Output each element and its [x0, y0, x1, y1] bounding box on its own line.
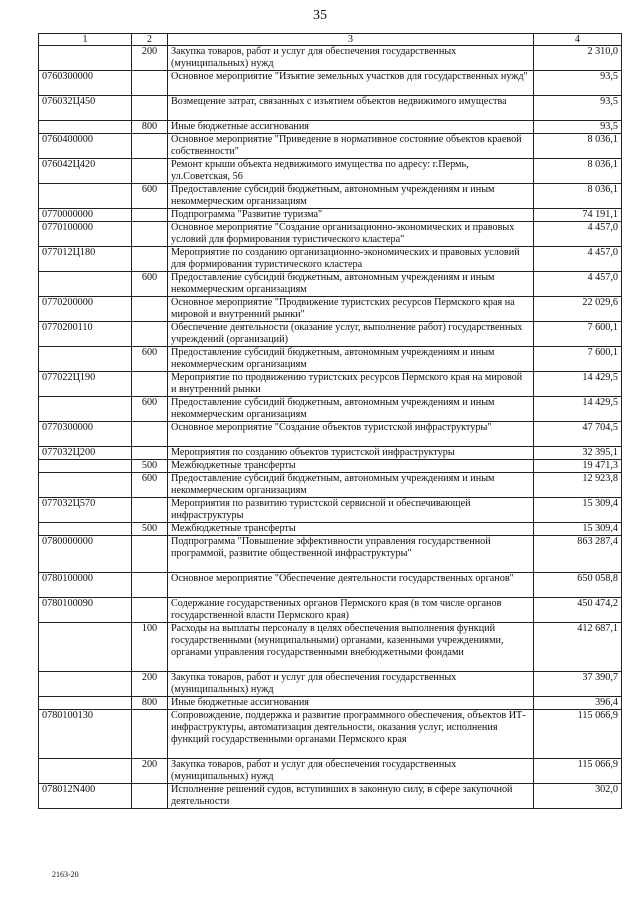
item-description: Основное мероприятие "Приведение в нормативное состояние объектов краевой собственности" — [168, 134, 534, 159]
amount-value: 47 704,5 — [534, 422, 622, 447]
target-item-code — [39, 272, 132, 297]
target-item-code — [39, 121, 132, 134]
table-body — [39, 46, 622, 809]
table-row — [39, 598, 622, 623]
amount-value: 115 066,9 — [534, 759, 622, 784]
column-header-expense-type: 2 — [132, 34, 168, 46]
amount-value: 15 309,4 — [534, 523, 622, 536]
table-row — [39, 710, 622, 759]
expense-type-code — [132, 598, 168, 623]
amount-value: 93,5 — [534, 96, 622, 121]
target-item-code: 0770100000 — [39, 222, 132, 247]
expense-type-code — [132, 536, 168, 573]
table-row — [39, 134, 622, 159]
expense-type-code — [132, 159, 168, 184]
item-description: Мероприятие по продвижению туристских ресурсов Пермского края на мировой и внутренний рынки — [168, 372, 534, 397]
item-description: Основное мероприятие "Изъятие земельных участков для государственных нужд" — [168, 71, 534, 96]
expense-type-code — [132, 498, 168, 523]
expense-type-code: 200 — [132, 672, 168, 697]
table-row — [39, 184, 622, 209]
item-description: Иные бюджетные ассигнования — [168, 121, 534, 134]
target-item-code: 0770000000 — [39, 209, 132, 222]
target-item-code: 0760300000 — [39, 71, 132, 96]
column-header-code: 1 — [39, 34, 132, 46]
amount-value: 412 687,1 — [534, 623, 622, 672]
expense-type-code — [132, 297, 168, 322]
target-item-code: 076032Ц450 — [39, 96, 132, 121]
table-row — [39, 784, 622, 809]
table-row — [39, 297, 622, 322]
table-row — [39, 96, 622, 121]
table-row — [39, 460, 622, 473]
target-item-code — [39, 623, 132, 672]
table-row — [39, 272, 622, 297]
amount-value: 8 036,1 — [534, 134, 622, 159]
table-row — [39, 536, 622, 573]
table-row — [39, 222, 622, 247]
item-description: Предоставление субсидий бюджетным, автономным учреждениям и иным некоммерческим организациям — [168, 184, 534, 209]
amount-value: 12 923,8 — [534, 473, 622, 498]
amount-value: 19 471,3 — [534, 460, 622, 473]
item-description: Межбюджетные трансферты — [168, 460, 534, 473]
item-description: Предоставление субсидий бюджетным, автономным учреждениям и иным некоммерческим организациям — [168, 347, 534, 372]
expense-type-code — [132, 422, 168, 447]
amount-value: 115 066,9 — [534, 710, 622, 759]
amount-value: 650 058,8 — [534, 573, 622, 598]
target-item-code: 077022Ц190 — [39, 372, 132, 397]
amount-value: 302,0 — [534, 784, 622, 809]
item-description: Предоставление субсидий бюджетным, автономным учреждениям и иным некоммерческим организациям — [168, 473, 534, 498]
expense-type-code — [132, 247, 168, 272]
expense-type-code: 200 — [132, 46, 168, 71]
item-description: Сопровождение, поддержка и развитие программного обеспечения, объектов ИТ-инфраструктуры, автоматизация деятельности, оказания услуг, исполнения функций государственными органами Пермского края — [168, 710, 534, 759]
table-row — [39, 397, 622, 422]
target-item-code — [39, 473, 132, 498]
amount-value: 8 036,1 — [534, 184, 622, 209]
item-description: Ремонт крыши объекта недвижимого имущества по адресу: г.Пермь, ул.Советская, 56 — [168, 159, 534, 184]
target-item-code: 078012N400 — [39, 784, 132, 809]
table-row — [39, 322, 622, 347]
table-row — [39, 209, 622, 222]
target-item-code — [39, 759, 132, 784]
item-description: Закупка товаров, работ и услуг для обеспечения государственных (муниципальных) нужд — [168, 46, 534, 71]
item-description: Мероприятия по созданию объектов туристской инфраструктуры — [168, 447, 534, 460]
target-item-code — [39, 347, 132, 372]
expense-type-code — [132, 710, 168, 759]
item-description: Закупка товаров, работ и услуг для обеспечения государственных (муниципальных) нужд — [168, 759, 534, 784]
expense-type-code — [132, 372, 168, 397]
amount-value: 863 287,4 — [534, 536, 622, 573]
expense-type-code — [132, 573, 168, 598]
item-description: Основное мероприятие "Создание организационно-экономических и правовых условий для формирования туристического кластера" — [168, 222, 534, 247]
item-description: Межбюджетные трансферты — [168, 523, 534, 536]
item-description: Содержание государственных органов Пермского края (в том числе органов государственной власти Пермского края) — [168, 598, 534, 623]
target-item-code: 0760400000 — [39, 134, 132, 159]
expense-type-code — [132, 222, 168, 247]
target-item-code — [39, 184, 132, 209]
expense-type-code: 600 — [132, 347, 168, 372]
amount-value: 4 457,0 — [534, 247, 622, 272]
expense-type-code — [132, 447, 168, 460]
item-description: Подпрограмма "Повышение эффективности управления государственной программой, развитие общественной инфраструктуры" — [168, 536, 534, 573]
table-row — [39, 573, 622, 598]
table-header-row — [39, 34, 622, 46]
expense-type-code — [132, 209, 168, 222]
column-header-description: 3 — [168, 34, 534, 46]
expense-type-code: 500 — [132, 523, 168, 536]
target-item-code: 076042Ц420 — [39, 159, 132, 184]
item-description: Предоставление субсидий бюджетным, автономным учреждениям и иным некоммерческим организациям — [168, 397, 534, 422]
amount-value: 2 310,0 — [534, 46, 622, 71]
item-description: Расходы на выплаты персоналу в целях обеспечения выполнения функций государственными (муниципальными) органами, казенными учреждениями, органами управления государственными внебюджетными фондами — [168, 623, 534, 672]
document-code: 2163-20 — [52, 870, 79, 879]
item-description: Основное мероприятие "Обеспечение деятельности государственных органов" — [168, 573, 534, 598]
amount-value: 7 600,1 — [534, 347, 622, 372]
item-description: Предоставление субсидий бюджетным, автономным учреждениям и иным некоммерческим организациям — [168, 272, 534, 297]
item-description: Мероприятия по развитию туристской сервисной и обеспечивающей инфраструктуры — [168, 498, 534, 523]
amount-value: 450 474,2 — [534, 598, 622, 623]
expense-type-code: 600 — [132, 397, 168, 422]
expense-type-code: 500 — [132, 460, 168, 473]
target-item-code: 0770200110 — [39, 322, 132, 347]
table-row — [39, 697, 622, 710]
table-row — [39, 498, 622, 523]
target-item-code: 077032Ц200 — [39, 447, 132, 460]
table-row — [39, 473, 622, 498]
target-item-code — [39, 397, 132, 422]
amount-value: 8 036,1 — [534, 159, 622, 184]
amount-value: 14 429,5 — [534, 372, 622, 397]
table-row — [39, 347, 622, 372]
item-description: Исполнение решений судов, вступивших в законную силу, в сфере закупочной деятельности — [168, 784, 534, 809]
amount-value: 4 457,0 — [534, 272, 622, 297]
expense-type-code — [132, 784, 168, 809]
table-row — [39, 422, 622, 447]
expense-type-code: 600 — [132, 184, 168, 209]
table-row — [39, 247, 622, 272]
expense-type-code: 800 — [132, 697, 168, 710]
target-item-code — [39, 460, 132, 473]
amount-value: 7 600,1 — [534, 322, 622, 347]
expense-type-code: 600 — [132, 272, 168, 297]
item-description: Иные бюджетные ассигнования — [168, 697, 534, 710]
table-row — [39, 372, 622, 397]
target-item-code: 0780000000 — [39, 536, 132, 573]
column-header-amount: 4 — [534, 34, 622, 46]
expense-type-code: 600 — [132, 473, 168, 498]
expense-type-code — [132, 322, 168, 347]
item-description: Возмещение затрат, связанных с изъятием объектов недвижимого имущества — [168, 96, 534, 121]
expense-type-code: 200 — [132, 759, 168, 784]
amount-value: 93,5 — [534, 71, 622, 96]
table-row — [39, 623, 622, 672]
amount-value: 4 457,0 — [534, 222, 622, 247]
item-description: Мероприятие по созданию организационно-экономических и правовых условий для формирования туристического кластера — [168, 247, 534, 272]
target-item-code: 0770300000 — [39, 422, 132, 447]
target-item-code — [39, 697, 132, 710]
target-item-code: 0770200000 — [39, 297, 132, 322]
page-number: 35 — [313, 8, 327, 23]
table-row — [39, 447, 622, 460]
item-description: Основное мероприятие "Создание объектов туристской инфраструктуры" — [168, 422, 534, 447]
target-item-code: 0780100130 — [39, 710, 132, 759]
expense-type-code — [132, 134, 168, 159]
expense-type-code — [132, 71, 168, 96]
expense-type-code: 100 — [132, 623, 168, 672]
amount-value: 32 395,1 — [534, 447, 622, 460]
table-row — [39, 121, 622, 134]
amount-value: 14 429,5 — [534, 397, 622, 422]
table-row — [39, 523, 622, 536]
target-item-code: 0780100090 — [39, 598, 132, 623]
table-row — [39, 71, 622, 96]
amount-value: 396,4 — [534, 697, 622, 710]
target-item-code: 077032Ц570 — [39, 498, 132, 523]
target-item-code: 077012Ц180 — [39, 247, 132, 272]
item-description: Основное мероприятие "Продвижение туристских ресурсов Пермского края на мировой и внутренний рынки" — [168, 297, 534, 322]
table-row — [39, 159, 622, 184]
item-description: Обеспечение деятельности (оказание услуг, выполнение работ) государственных учреждений (организаций) — [168, 322, 534, 347]
table-row — [39, 46, 622, 71]
target-item-code — [39, 672, 132, 697]
target-item-code: 0780100000 — [39, 573, 132, 598]
expense-type-code — [132, 96, 168, 121]
budget-table — [38, 33, 622, 809]
item-description: Закупка товаров, работ и услуг для обеспечения государственных (муниципальных) нужд — [168, 672, 534, 697]
amount-value: 15 309,4 — [534, 498, 622, 523]
table-row — [39, 759, 622, 784]
target-item-code — [39, 523, 132, 536]
amount-value: 22 029,6 — [534, 297, 622, 322]
amount-value: 93,5 — [534, 121, 622, 134]
amount-value: 37 390,7 — [534, 672, 622, 697]
item-description: Подпрограмма "Развитие туризма" — [168, 209, 534, 222]
table-row — [39, 672, 622, 697]
target-item-code — [39, 46, 132, 71]
expense-type-code: 800 — [132, 121, 168, 134]
amount-value: 74 191,1 — [534, 209, 622, 222]
